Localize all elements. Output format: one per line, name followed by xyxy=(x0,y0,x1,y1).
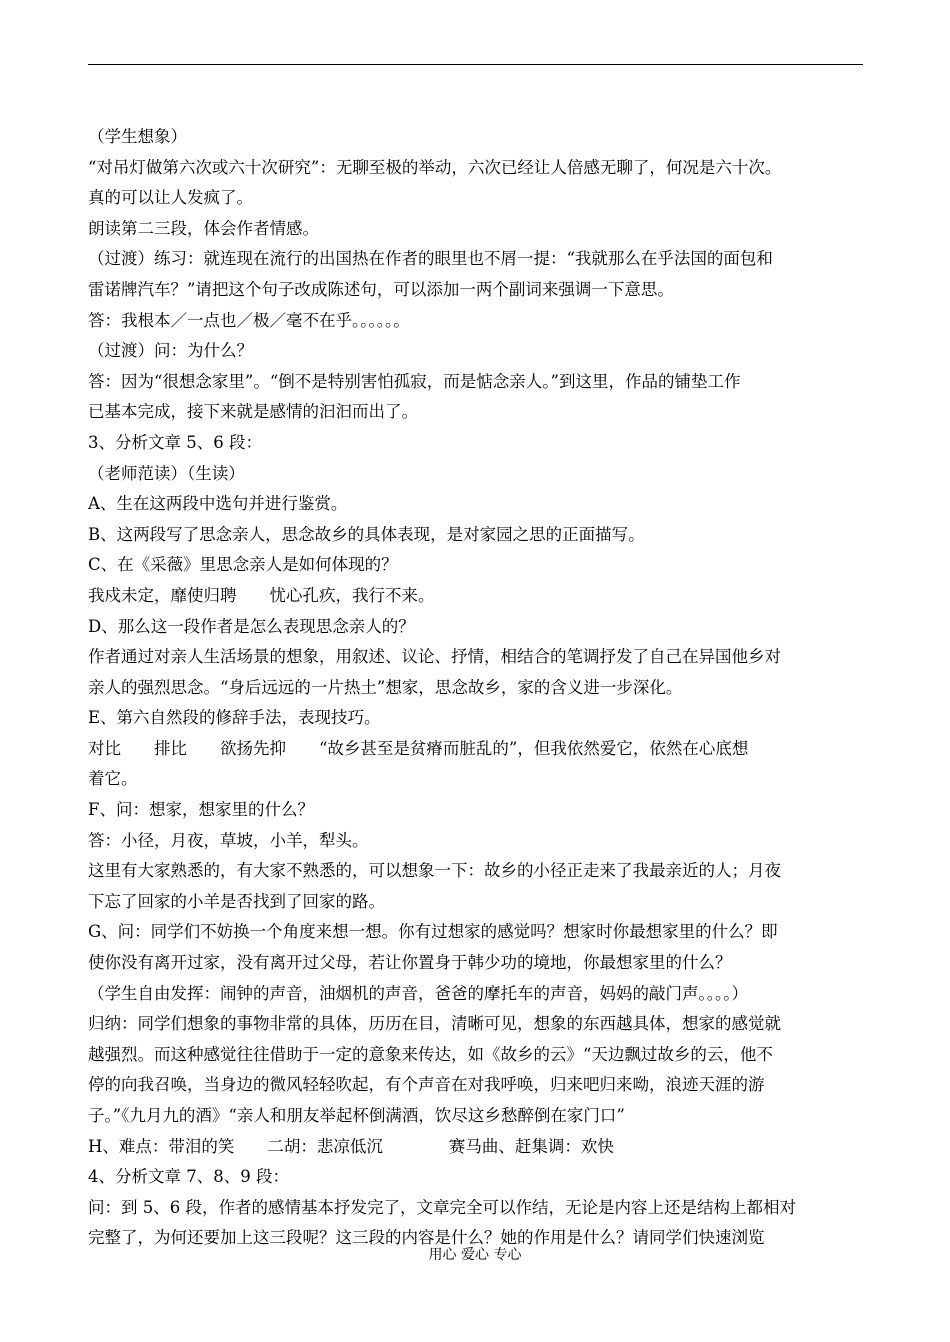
text-line: D、那么这一段作者是怎么表现思念亲人的？ xyxy=(88,616,415,636)
text-line: （过渡）练习：就连现在流行的出国热在作者的眼里也不屑一提：“我就那么在乎法国的面包和 xyxy=(88,249,773,269)
text-line: “对吊灯做第六次或六十次研究”：无聊至极的举动，六次已经让人倍感无聊了，何况是六十次。 xyxy=(88,157,782,177)
text-line: 答：我根本／一点也／极／毫不在乎。。。。。。 xyxy=(88,310,410,330)
text-line: 对比 排比 欲扬先抑 “故乡甚至是贫瘠而脏乱的”，但我依然爱它，依然在心底想 xyxy=(88,738,749,758)
text-line: 着它。 xyxy=(88,769,138,789)
text-line: 我戍未定，靡使归聘 忧心孔疚，我行不来。 xyxy=(88,585,435,605)
text-line: （老师范读）（生读） xyxy=(88,463,245,483)
text-line: 子。”《九月九的酒》“亲人和朋友举起杯倒满酒，饮尽这乡愁醉倒在家门口” xyxy=(88,1106,625,1125)
text-line: 答：小径，月夜，草坡，小羊，犁头。 xyxy=(88,830,369,850)
text-line: 问：到 5、6 段，作者的感情基本抒发完了，文章完全可以作结，无论是内容上还是结构上都相对 xyxy=(88,1197,796,1217)
text-line: 答：因为“很想念家里”。“倒不是特别害怕孤寂，而是惦念亲人。”到这里，作品的铺垫工作 xyxy=(88,371,741,391)
section-heading: 4、分析文章 7、8、9 段： xyxy=(88,1167,289,1187)
text-line: H、难点：带泪的笑 二胡：悲凉低沉 赛马曲、赶集调：欢快 xyxy=(88,1136,614,1156)
text-line: 归纳：同学们想象的事物非常的具体，历历在目，清晰可见，想象的东西越具体，想家的感觉就 xyxy=(88,1014,781,1034)
text-line: 真的可以让人发疯了。 xyxy=(88,188,253,208)
text-line: A、生在这两段中选句并进行鉴赏。 xyxy=(88,494,348,514)
text-line: （过渡）问：为什么？ xyxy=(88,341,253,361)
text-line: F、问：想家，想家里的什么？ xyxy=(88,800,314,820)
text-line: 完整了，为何还要加上这三段呢？这三段的内容是什么？她的作用是什么？请同学们快速浏览 xyxy=(88,1228,765,1248)
text-line: 使你没有离开过家，没有离开过父母，若让你置身于韩少功的境地，你最想家里的什么？ xyxy=(88,953,732,973)
page-footer: 用心 爱心 专心 xyxy=(428,1247,522,1263)
text-line: 作者通过对亲人生活场景的想象，用叙述、议论、抒情，相结合的笔调抒发了自己在异国他乡对 xyxy=(88,647,781,667)
text-line: （学生自由发挥：闹钟的声音，油烟机的声音，爸爸的摩托车的声音，妈妈的敲门声。。。。） xyxy=(88,983,748,1003)
text-line: E、第六自然段的修辞手法，表现技巧。 xyxy=(88,708,381,728)
text-line: 停的向我召唤，当身边的微风轻轻吹起，有个声音在对我呼唤，归来吧归来呦，浪迹天涯的游 xyxy=(88,1075,765,1095)
text-line: 这里有大家熟悉的，有大家不熟悉的，可以想象一下：故乡的小径正走来了我最亲近的人；月夜 xyxy=(88,861,781,881)
header-rule xyxy=(88,64,863,65)
text-line: 亲人的强烈思念。“身后远远的一片热土”想家，思念故乡，家的含义进一步深化。 xyxy=(88,677,683,697)
text-line: G、问：同学们不妨换一个角度来想一想。你有过想家的感觉吗？想家时你最想家里的什么？即 xyxy=(88,922,778,942)
text-line: B、这两段写了思念亲人，思念故乡的具体表现，是对家园之思的正面描写。 xyxy=(88,524,645,544)
document-body xyxy=(88,122,868,1254)
text-line: 已基本完成，接下来就是感情的汩汩而出了。 xyxy=(88,402,418,422)
text-line: 雷诺牌汽车？”请把这个句子改成陈述句，可以添加一两个副词来强调一下意思。 xyxy=(88,279,674,299)
section-heading: 3、分析文章 5、6 段： xyxy=(88,432,262,452)
text-line: 越强烈。而这种感觉往往借助于一定的意象来传达，如《故乡的云》“天边飘过故乡的云，他不 xyxy=(88,1044,773,1064)
text-line: C、在《采薇》里思念亲人是如何体现的？ xyxy=(88,555,398,575)
text-line: 朗读第二三段，体会作者情感。 xyxy=(88,218,319,238)
text-line: （学生想象） xyxy=(88,127,187,146)
text-line: 下忘了回家的小羊是否找到了回家的路。 xyxy=(88,891,385,911)
